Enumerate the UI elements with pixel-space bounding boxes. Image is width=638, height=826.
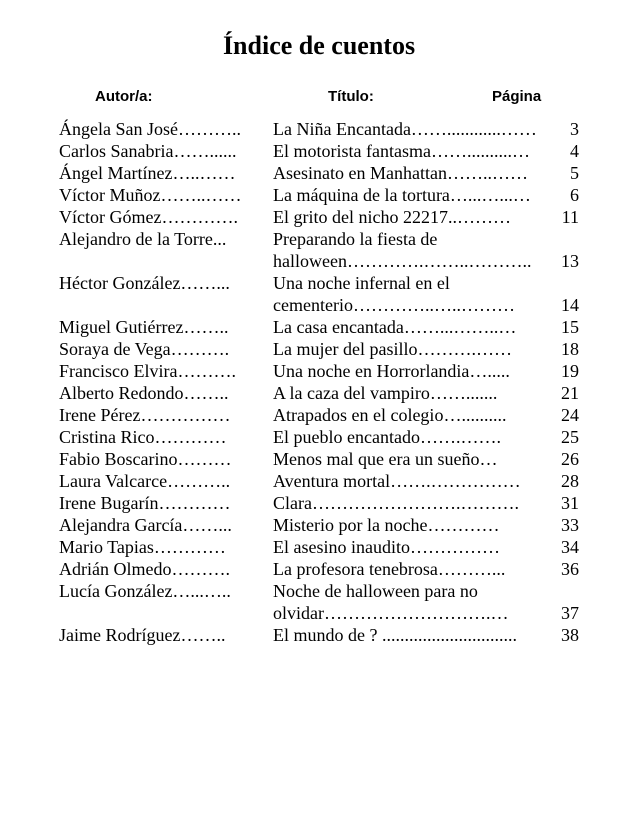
entry-author: Cristina Rico………… xyxy=(59,427,227,447)
entry-title xyxy=(273,448,543,470)
entry-title-line: El pueblo encantado…….……. xyxy=(273,427,501,447)
toc-entry xyxy=(59,404,579,426)
entry-title xyxy=(273,272,543,316)
entry-page-number xyxy=(543,140,579,162)
entry-title xyxy=(273,360,543,382)
entry-title-line: El mundo de ? .............................. xyxy=(273,625,517,645)
entry-page-value: 5 xyxy=(570,163,579,183)
entry-author: Jaime Rodríguez…….. xyxy=(59,625,226,645)
entry-title xyxy=(273,580,543,624)
toc-entry xyxy=(59,140,579,162)
entry-page-value: 25 xyxy=(561,427,579,447)
entry-page-value: 24 xyxy=(561,405,579,425)
toc-entry xyxy=(59,536,579,558)
entry-title-line: halloween………….……..……….. xyxy=(273,251,532,271)
entry-author: Irene Bugarín………… xyxy=(59,493,231,513)
toc-entry xyxy=(59,118,579,140)
entry-page-number xyxy=(543,118,579,140)
entry-page-number xyxy=(543,426,579,448)
entry-title-line: cementerio…………..…..……… xyxy=(273,295,515,315)
entry-page-number xyxy=(543,228,579,272)
entry-author: Mario Tapias………… xyxy=(59,537,226,557)
entry-page-value: 33 xyxy=(561,515,579,535)
toc-entry xyxy=(59,272,579,316)
entry-page-number xyxy=(543,514,579,536)
entry-page-number xyxy=(543,338,579,360)
toc-entry xyxy=(59,228,579,272)
entry-title-line: La Niña Encantada……............…… xyxy=(273,119,537,139)
entry-title-line: Aventura mortal…….…………… xyxy=(273,471,521,491)
title-column-header: Título: xyxy=(328,88,374,105)
entry-title xyxy=(273,624,543,646)
entry-title xyxy=(273,206,543,228)
entry-page-number xyxy=(543,624,579,646)
entry-page-number xyxy=(543,162,579,184)
entry-author: Alejandra García……... xyxy=(59,515,232,535)
entry-page-number xyxy=(543,382,579,404)
entry-title-line: El grito del nicho 22217..……… xyxy=(273,207,511,227)
toc-entry xyxy=(59,470,579,492)
entry-page-value: 28 xyxy=(561,471,579,491)
entry-page-number xyxy=(543,272,579,316)
entry-title-line: Menos mal que era un sueño… xyxy=(273,449,498,469)
entry-page-number xyxy=(543,404,579,426)
entry-title xyxy=(273,426,543,448)
entry-title xyxy=(273,492,543,514)
toc-entry xyxy=(59,624,579,646)
entry-title-line: La mujer del pasillo……….…… xyxy=(273,339,512,359)
author-column-header: Autor/a: xyxy=(95,88,153,105)
toc-entry xyxy=(59,448,579,470)
entry-title-line: Preparando la fiesta de xyxy=(273,229,438,249)
entry-author: Lucía González…...….. xyxy=(59,581,231,601)
page-title: Índice de cuentos xyxy=(222,31,416,60)
entry-title-line: El asesino inaudito…………… xyxy=(273,537,500,557)
entry-title xyxy=(273,382,543,404)
toc-entry xyxy=(59,514,579,536)
entry-page-number xyxy=(543,360,579,382)
toc-entry xyxy=(59,382,579,404)
entry-title xyxy=(273,228,543,272)
entry-author: Irene Pérez…………… xyxy=(59,405,231,425)
entry-title xyxy=(273,558,543,580)
entry-page-value: 18 xyxy=(561,339,579,359)
entry-page-value: 19 xyxy=(561,361,579,381)
toc-entry xyxy=(59,426,579,448)
entry-page-number xyxy=(543,536,579,558)
entry-title-line: Clara…………………….………. xyxy=(273,493,519,513)
entry-title-line: Noche de halloween para no xyxy=(273,581,478,601)
entry-page-value: 15 xyxy=(561,317,579,337)
entry-author: Fabio Boscarino……… xyxy=(59,449,232,469)
entry-author: Alejandro de la Torre... xyxy=(59,229,227,249)
entry-title-line: Atrapados en el colegio….......... xyxy=(273,405,507,425)
entry-page-number xyxy=(543,316,579,338)
entry-author: Víctor Muñoz……..…… xyxy=(59,185,242,205)
entry-page-value: 37 xyxy=(561,603,579,623)
entry-title-line: La profesora tenebrosa………... xyxy=(273,559,506,579)
entry-author: Carlos Sanabria……...... xyxy=(59,141,237,161)
entry-page-value: 4 xyxy=(570,141,579,161)
table-of-contents xyxy=(59,118,579,646)
entry-author: Francisco Elvira………. xyxy=(59,361,236,381)
entry-author: Ángel Martínez…..…… xyxy=(59,163,236,183)
entry-title-line: A la caza del vampiro……....... xyxy=(273,383,498,403)
toc-entry xyxy=(59,558,579,580)
entry-title xyxy=(273,536,543,558)
entry-page-value: 26 xyxy=(561,449,579,469)
entry-page-value: 36 xyxy=(561,559,579,579)
entry-title xyxy=(273,404,543,426)
entry-title-line: Una noche en Horrorlandia…..... xyxy=(273,361,510,381)
entry-page-number xyxy=(543,492,579,514)
entry-title xyxy=(273,338,543,360)
entry-page-number xyxy=(543,206,579,228)
entry-page-value: 31 xyxy=(561,493,579,513)
toc-entry xyxy=(59,492,579,514)
entry-title xyxy=(273,118,543,140)
page-column-header: Página xyxy=(492,88,542,105)
entry-page-value: 14 xyxy=(561,295,579,315)
entry-title-line: La casa encantada……...……..… xyxy=(273,317,517,337)
entry-page-value: 38 xyxy=(561,625,579,645)
toc-entry xyxy=(59,162,579,184)
toc-entry xyxy=(59,338,579,360)
entry-page-number xyxy=(543,558,579,580)
entry-page-value: 3 xyxy=(570,119,579,139)
toc-entry xyxy=(59,580,579,624)
entry-title-line: olvidar……………………….… xyxy=(273,603,509,623)
entry-title xyxy=(273,184,543,206)
entry-title-line: Asesinato en Manhattan……..…… xyxy=(273,163,528,183)
entry-page-number xyxy=(543,184,579,206)
entry-author: Laura Valcarce……….. xyxy=(59,471,231,491)
entry-page-value: 11 xyxy=(561,207,579,227)
entry-title xyxy=(273,162,543,184)
toc-entry xyxy=(59,206,579,228)
entry-author: Alberto Redondo…….. xyxy=(59,383,229,403)
entry-title xyxy=(273,470,543,492)
entry-title-line: Una noche infernal en el xyxy=(273,273,450,293)
entry-page-value: 34 xyxy=(561,537,579,557)
entry-page-number xyxy=(543,580,579,624)
toc-entry xyxy=(59,360,579,382)
entry-page-value: 21 xyxy=(561,383,579,403)
toc-entry xyxy=(59,316,579,338)
entry-author: Héctor González……... xyxy=(59,273,230,293)
entry-title xyxy=(273,514,543,536)
entry-author: Víctor Gómez…………. xyxy=(59,207,238,227)
entry-author: Miguel Gutiérrez…….. xyxy=(59,317,229,337)
toc-entry xyxy=(59,184,579,206)
entry-title-line: Misterio por la noche………… xyxy=(273,515,500,535)
entry-page-value: 13 xyxy=(561,251,579,271)
entry-author: Soraya de Vega………. xyxy=(59,339,230,359)
entry-page-number xyxy=(543,448,579,470)
entry-author: Ángela San José……….. xyxy=(59,119,241,139)
entry-author: Adrián Olmedo………. xyxy=(59,559,230,579)
entry-page-number xyxy=(543,470,579,492)
entry-title xyxy=(273,316,543,338)
entry-title-line: El motorista fantasma……..........… xyxy=(273,141,530,161)
entry-page-value: 6 xyxy=(570,185,579,205)
entry-title-line: La máquina de la tortura…...…...… xyxy=(273,185,531,205)
entry-title xyxy=(273,140,543,162)
